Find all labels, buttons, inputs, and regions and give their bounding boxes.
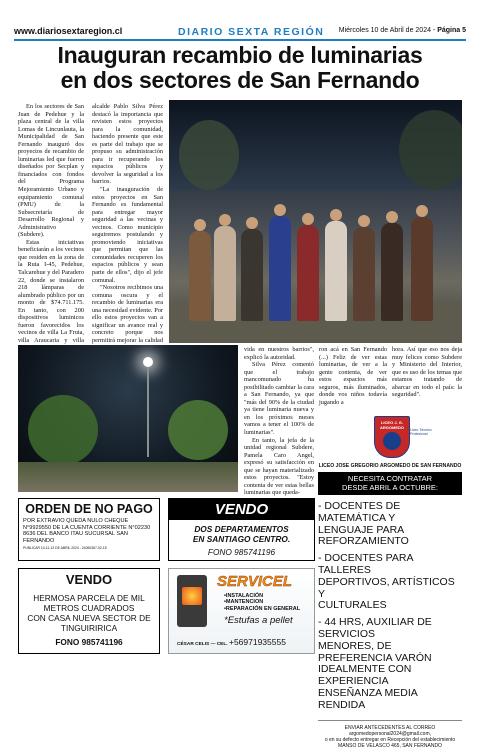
servicel-brand: SERVICEL: [217, 573, 293, 590]
column-1-paragraph-1: En los sectores de San Juan de Pedehue y la plaza central de la villa Lomas de Lincunlauta, la Municipalidad de San Fernando inauguró dos proyectos de recambio de luminarias led que fueron diseñados por Secplan y financiados con fondos del Programa Mejoramiento Urbano y equipamiento comunal (PMU) de la Subsecretaría de Desarrollo Regional y Administrativo (Subdere).: [18, 103, 84, 239]
column-1-paragraph-2: Estas iniciativas beneficiarán a los vecinos que residen en la zona de la Ruta I-45, Pedehue, Talcarehue y del Paradero 22, donde se instalaron 218 lámparas de alumbrado público por un monto de $74.711.175. En tanto, con 200 dispositivos luminicos fueron favorecidos los vecinos de villa La Fruta, villa Araucaria y villa: [18, 238, 84, 344]
newspaper-name: DIARIO SEXTA REGIÓN: [178, 26, 325, 38]
hiring-item: - 44 HRS, AUXILIAR DE SERVICIOS: [318, 616, 432, 640]
person-figure: [189, 231, 211, 321]
service-item: •MANTENCION: [224, 599, 264, 606]
person-figure: [269, 216, 291, 321]
page-number: Página 5: [437, 27, 466, 34]
ad-phone: FONO 985741196: [207, 547, 276, 557]
logo-emblem: [383, 432, 401, 450]
ad-line-2: EN SANTIAGO CENTRO.: [192, 534, 291, 544]
pellet-stove-image: [177, 575, 207, 627]
person-figure: [241, 229, 263, 321]
service-item: •INSTALACIÓN: [224, 593, 264, 599]
lamp-post: [147, 367, 149, 457]
tree-shape: [28, 395, 98, 465]
stove-flame: [182, 587, 202, 605]
hiring-item: LENGUAJE PARA REFORZAMIENTO: [318, 523, 409, 548]
person-figure: [411, 217, 433, 321]
lit-plaza-photo: [18, 345, 238, 492]
tree-shape: [399, 110, 462, 190]
hiring-items: [318, 501, 462, 712]
service-item: •REPARACIÓN EN GENERAL: [224, 605, 301, 612]
inauguration-group-photo: [169, 100, 462, 343]
vendo-departamentos-ad: [168, 498, 315, 561]
hiring-item: - DOCENTES PARA TALLERES: [318, 552, 413, 576]
ad-phone: FONO 985741196: [55, 637, 123, 647]
liceo-footer: [318, 720, 462, 750]
ground: [18, 462, 238, 492]
date-page: [339, 27, 466, 34]
tree-shape: [168, 400, 228, 460]
orden-no-pago-ad: [18, 498, 160, 561]
servicel-services: [224, 593, 300, 612]
hiring-item: CULTURALES: [318, 599, 387, 612]
column-3-paragraph-3: En tanto, la jefa de la unidad regional Subdere, Pamela Caro Angel, expresó su satisfacción en que se hayan materializado estos proyectos. "Estoy contenta de ver estas bellas luminarias que queda-: [244, 436, 314, 497]
liceo-name: LICEO JOSE GREGORIO ARGOMEDO DE SAN FERNANDO: [318, 463, 462, 469]
article-column-3: [244, 346, 314, 497]
hiring-line-2: DESDE ABRIL A OCTUBRE:: [341, 483, 438, 492]
hiring-item: DEPORTIVOS, ARTÍSTICOS Y: [318, 575, 455, 600]
vendo-parcela-ad: [18, 568, 160, 654]
ad-line-1: HERMOSA PARCELA DE MIL: [33, 593, 145, 603]
ad-title: ORDEN DE NO PAGO: [25, 502, 153, 516]
street-lamp-light: [143, 357, 153, 367]
tree-shape: [179, 120, 239, 190]
column-3-paragraph-2: Silva Pérez comentó que el trabajo mancomunado ha posibilitado cambiar la cara a San Fernando, ya que "más del 90% de la ciudad ya tiene luminaria nueva y en los próximos meses vamos a tener el 100% de luminarias".: [244, 361, 314, 437]
site-url: www.diariosextaregion.cl: [14, 26, 123, 36]
hiring-item: IDEALMENTE CON EXPERIENCIA: [318, 663, 412, 688]
ad-title: VENDO: [65, 572, 113, 587]
column-2-paragraph-1: alcalde Pablo Silva Pérez destacó la importancia que revisten estos proyectos para la comunidad, haciendo presente que este es parte del trabajo que se propuso su administración para ir recuperando los espacios públicos y devolver la seguridad a los barrios.: [92, 103, 163, 186]
contact-phone: +56971935555: [228, 637, 286, 647]
issue-date: Miércoles 10 de Abril de 2024 -: [338, 27, 438, 34]
article-column-4: [319, 346, 387, 406]
ad-body: POR EXTRAVIO QUEDA NULO CHEQUE N°9929550 DE LA CUENTA CORRIENTE N°02230 8636 DEL BANCO ITAU SUCURSAL SAN FERNANDO: [23, 518, 151, 544]
header-rule: [14, 39, 466, 41]
footer-line: o en su defecto entregar en Recepción del establecimiento: [324, 737, 456, 744]
article-headline: [10, 43, 470, 93]
article-column-2: [92, 103, 163, 352]
ad-line-1: DOS DEPARTAMENTOS: [194, 524, 289, 534]
person-figure: [214, 226, 236, 321]
person-figure: [325, 221, 347, 321]
liceo-shield-logo: [374, 416, 410, 458]
hiring-line-1: NECESITA CONTRATAR: [347, 474, 433, 483]
footer-address: MANSO DE VELASCO 465, SAN FERNANDO: [338, 743, 442, 750]
ad-line-2: METROS CUADRADOS: [43, 603, 135, 613]
contact-name: CÉSAR CELIS — CEL.: [177, 642, 228, 647]
logo-side-text: Liceo Técnico Profesional: [410, 428, 432, 436]
liceo-job-ad: [318, 410, 462, 750]
person-figure: [381, 223, 403, 321]
person-figure: [297, 225, 319, 321]
footer-line: ENVIAR ANTECEDENTES AL CORREO: [344, 724, 436, 731]
hiring-item: - DOCENTES DE MATEMÁTICA Y: [318, 500, 401, 524]
logo-text: LICEO J. G. ARGOMEDO: [380, 420, 404, 430]
column-2-paragraph-2: "La inauguración de estos proyectos en San Fernando es fundamental para entregar mayor seguridad a las vecinas y vecinos. Como municipio seguiremos postulando y promoviendo iniciativas que permitan que las comunidades recuperen los espacios públicos y sean parte de ellos", dijo el jefe comunal.: [92, 186, 163, 284]
column-4-paragraph-1: ron acá en San Fernando (...) Feliz de ver estas luminarias, de ver a la gente contenta, de ver estos espacios más seguros, más iluminados, donde vos niños todavía jugando a: [319, 346, 387, 406]
column-2-paragraph-3: "Nosotros recibimos una comuna oscura y el recambio de luminarias era una necesidad evidente. Por ello estos proyectos van a significar un avance real y concreto porque nos permitirá mejorar la calidad: [92, 284, 163, 344]
ad-footer: PUBLICAR 10-11-12 DE ABRIL 2024 - 24060367-02-15: [23, 546, 107, 551]
article-column-1: [18, 103, 84, 360]
hiring-banner: [318, 472, 462, 495]
servicel-ad: [168, 568, 315, 654]
liceo-logo-area: [318, 410, 462, 460]
ad-title: VENDO: [169, 499, 314, 520]
article-column-5: [392, 346, 462, 399]
servicel-pellet: *Estufas a pellet: [224, 615, 293, 626]
column-3-paragraph-1: vida en nuestros barrios", explicó la autoridad.: [244, 346, 314, 361]
headline-line-2: en dos sectores de San Fernando: [60, 67, 420, 93]
column-5-paragraph-1: hora. Así que eso nos deja muy felices como Subdere y Ministerio del Interior, que es uso de los temas que estamos tratando de abarcar en todo el país: la seguridad".: [392, 346, 462, 399]
person-figure: [353, 227, 375, 321]
headline-line-1: Inauguran recambio de luminarias: [57, 42, 423, 68]
hiring-item: ENSEÑANZA MEDIA RENDIDA: [318, 686, 418, 711]
ad-line-3: CON CASA NUEVA SECTOR DE: [27, 613, 151, 623]
servicel-contact: [177, 637, 286, 647]
hiring-item: MENORES, DE PREFERENCIA VARÓN: [318, 639, 432, 664]
ad-line-4: TINGUIRIRICA: [60, 623, 118, 633]
footer-email: argomedopersonal2024@gmail.com,: [348, 730, 432, 737]
